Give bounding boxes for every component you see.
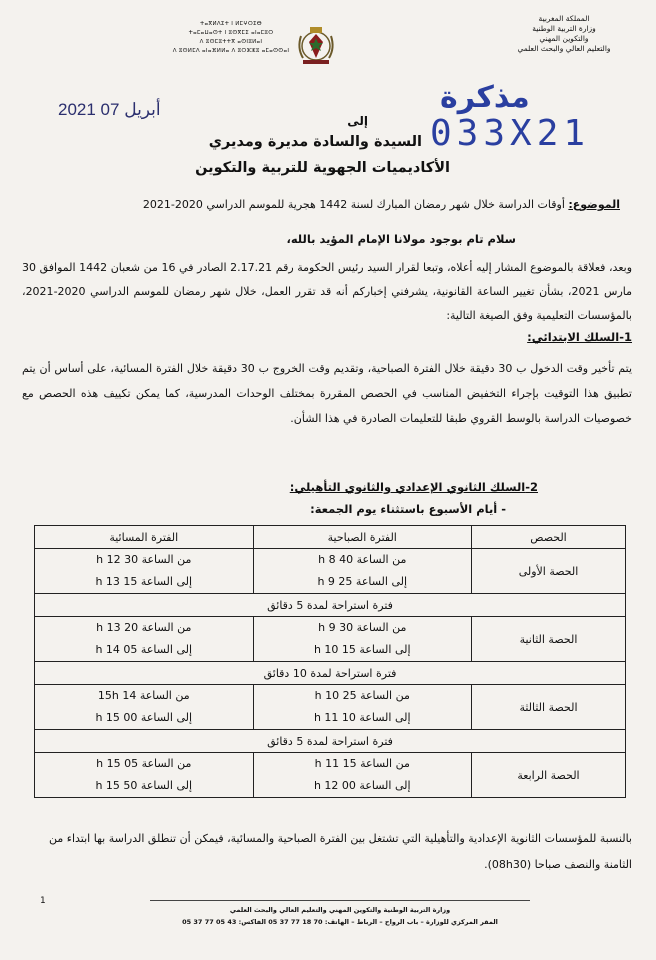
time-from: من الساعة 15 h 11 [314,757,410,770]
break-label: فترة استراحة لمدة 5 دقائق [35,594,626,617]
header-line: المملكة المغربية [538,14,590,23]
footer [150,904,530,928]
page-number: 1 [40,896,46,906]
section-primary-heading [527,330,632,344]
time-to: إلى الساعة 00 h 12 [313,779,411,792]
evening-times [35,549,254,594]
recipient-line-2: الأكاديميات الجهوية للتربية والتكوين [195,160,450,176]
footer-line: وزارة التربية الوطنية والتكوين المهني والتعليم العالي والبحث العلمي [229,906,451,914]
table-row [35,685,626,730]
break-label: فترة استراحة لمدة 5 دقائق [35,730,626,753]
time-to: إلى الساعة 10 h 11 [313,711,411,724]
footer-line: المقر المركزي للوزارة – باب الرواح – الرباط – الهاتف: 70 18 77 37 05 الفاكس: 43 05 77 37 05 [182,918,498,926]
time-to: إلى الساعة 15 h 10 [313,643,411,656]
coat-of-arms-icon [293,22,339,68]
stamp-date: 2021 أبريل 07 [58,100,161,119]
intro-paragraph: وبعد، فعلاقة بالموضوع المشار إليه أعلاه، وتبعا لقرار السيد رئيس الحكومة رقم 2.17.21 الصادر في 16 من شعبان 1442 الموافق 30 مارس 2021، بشأن تغيير الساعة القانونية، يشرفني إخباركم أنه قد تقرر العمل، خلال شهر رمضان للموسم الدراسي 2020-2021، بالمؤسسات التعليمية وفق الصيغة التالية: [22,261,633,322]
table-row [35,549,626,594]
section-title: السلك الابتدائي: [527,330,620,344]
header-session: الحصص [471,526,625,549]
header-line: ⵜⴰⵎⴰⵡⴰⵙⵜ ⵏ ⵓⵙⴳⵎⵉ ⴰⵏⴰⵎⵓⵔ [188,30,274,36]
header-line: ⵜⴰⴳⵍⴷⵉⵜ ⵏ ⵍⵎⵖⵔⵉⴱ [200,21,262,27]
memo-word-stamp: مذكرة [440,80,530,115]
memo-number-stamp: 033X21 [430,113,591,154]
table-row [35,617,626,662]
break-row [35,594,626,617]
morning-times [253,549,471,594]
evening-times [35,617,254,662]
session-name: الحصة الرابعة [471,753,625,798]
greeting: سلام تام بوجود مولانا الإمام المؤيد بالله، [286,232,516,246]
morning-times [253,753,471,798]
time-to: إلى الساعة 50 h 15 [95,779,193,792]
time-from: من الساعة 25 h 10 [314,689,410,702]
header-line: وزارة التربية الوطنية [532,24,596,33]
break-label: فترة استراحة لمدة 10 دقائق [35,662,626,685]
header-line: والتعليم العالي والبحث العلمي [517,44,611,53]
ministry-header-arabic [494,14,634,54]
evening-times [35,685,254,730]
time-from: من الساعة 30 h 9 [318,621,407,634]
section-number: 1- [619,330,632,344]
break-row [35,662,626,685]
break-row [35,730,626,753]
header-line: والتكوين المهني [539,34,589,43]
subject-label: الموضوع: [568,198,620,211]
time-to: إلى الساعة 00 h 15 [95,711,193,724]
session-name: الحصة الثانية [471,617,625,662]
morning-times [253,685,471,730]
session-name: الحصة الثالثة [471,685,625,730]
table-header-row [35,526,626,549]
time-from: من الساعة 05 h 15 [96,757,192,770]
time-to: إلى الساعة 15 h 13 [95,575,193,588]
time-to: إلى الساعة 25 h 9 [317,575,408,588]
header-morning: الفترة الصباحية [253,526,471,549]
time-from: من الساعة 20 h 13 [96,621,192,634]
primary-paragraph: يتم تأخير وقت الدخول ب 30 دقيقة خلال الفترة الصباحية، وتقديم وقت الخروج ب 30 دقيقة خلال الفترة المسائية، على أساس أن يتم تطبيق هذا التوقيت بإجراء التخفيض المناسب في الحصص المقررة بمختلف الوحدات المدرسية، كما يمكن تكييف هذه الحصص مع خصوصيات الدراسة بالوسط القروي طبقا للتعليمات الصادرة في هذا الشأن. [22,362,633,425]
morning-times [253,617,471,662]
footer-divider [150,900,530,901]
table-row [35,753,626,798]
schedule-table [34,525,626,798]
time-from: من الساعة 40 h 8 [318,553,407,566]
recipient-to: إلى [347,114,368,128]
weekdays-bullet: - أيام الأسبوع باستثناء يوم الجمعة: [310,502,506,516]
header-line: ⴷ ⵓⵙⵎⵓⵜⵜⴳ ⴰⵙⵏⵓⵍⴰⵏ [199,39,263,45]
subject-text: أوقات الدراسة خلال شهر رمضان المبارك لسنة 1442 هجرية للموسم الدراسي 2020-2021 [142,198,569,211]
subject-line [30,198,620,211]
section-number: 2- [525,480,538,494]
header-evening: الفترة المسائية [35,526,254,549]
ministry-header-tifinagh [166,20,296,56]
header-line: ⴷ ⵓⵙⵍⵎⴷ ⴰⵏⴰⴼⵍⵍⴰ ⴷ ⵓⵔⵣⵣⵓ ⴰⵎⴰⵙⵙⴰⵏ [172,48,290,54]
section-secondary-heading [290,480,538,494]
section-title: السلك الثانوي الإعدادي والثانوي التأهيلي: [289,480,526,494]
recipient-line-1: السيدة والسادة مديرة ومديري [208,134,422,150]
session-name: الحصة الأولى [471,549,625,594]
time-from: من الساعة 30 h 12 [96,553,192,566]
evening-times [35,753,254,798]
closing-paragraph: بالنسبة للمؤسسات الثانوية الإعدادية والتأهيلية التي تشتغل بين الفترة الصباحية والمسائية، فيمكن أن تنطلق الدراسة بها ابتداء من الثامنة والنصف صباحا (08h30). [49,832,632,871]
time-from: من الساعة 15h 14 [97,689,190,702]
time-to: إلى الساعة 05 h 14 [95,643,193,656]
